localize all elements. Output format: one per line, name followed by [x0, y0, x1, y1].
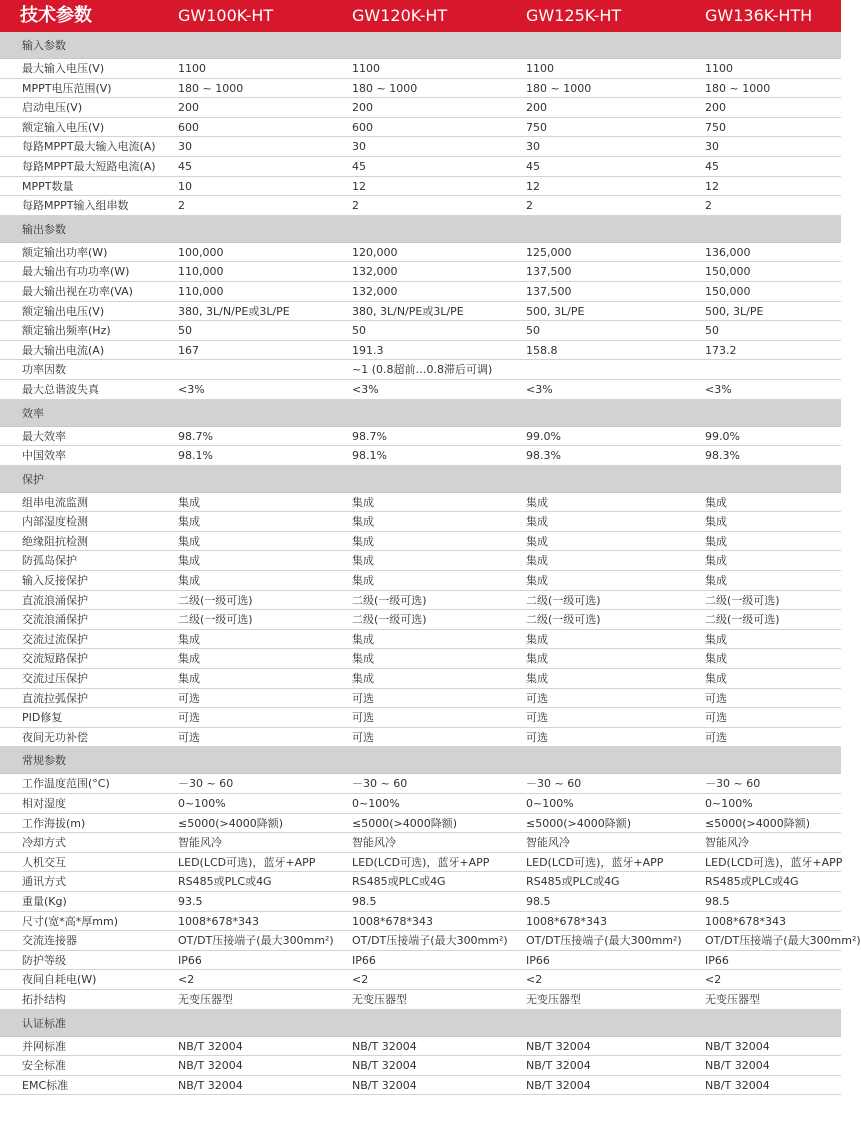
table-row [0, 282, 841, 302]
row-label: 最大输出有功功率(W) [22, 265, 130, 279]
value-cell: 200 [705, 101, 726, 115]
value-cell: 30 [705, 140, 719, 154]
value-cell: 集成 [178, 652, 200, 666]
table-row [0, 571, 841, 591]
value-cell: 可选 [352, 691, 374, 705]
value-cell: 1008*678*343 [352, 914, 433, 928]
value-cell: <3% [526, 382, 553, 396]
model-column-header: GW100K-HT [178, 6, 274, 25]
value-cell: 集成 [352, 632, 374, 646]
value-cell: 750 [705, 120, 726, 134]
value-cell: 智能风冷 [705, 836, 749, 850]
value-cell: <2 [178, 973, 195, 987]
table-row [0, 118, 841, 138]
value-cell: 集成 [178, 495, 200, 509]
value-cell: 可选 [178, 730, 200, 744]
value-cell: 98.3% [705, 449, 740, 463]
value-cell: OT/DT压接端子(最大300mm²) [705, 934, 861, 948]
value-cell: 集成 [178, 534, 200, 548]
value-cell: IP66 [178, 953, 202, 967]
table-row [0, 321, 841, 341]
section-header: 认证标准 [0, 1010, 841, 1037]
table-row [0, 532, 841, 552]
table-row [0, 360, 841, 380]
row-label: 启动电压(V) [22, 101, 83, 115]
value-cell: 600 [178, 120, 199, 134]
value-cell: NB/T 32004 [352, 1039, 417, 1053]
value-cell: LED(LCD可选)，蓝牙+APP [178, 855, 316, 869]
value-cell: IP66 [352, 953, 376, 967]
value-cell: 0~100% [526, 797, 574, 810]
value-cell: <3% [352, 382, 379, 396]
merged-value-cell: ~1 (0.8超前…0.8滞后可调) [352, 363, 493, 377]
value-cell: NB/T 32004 [526, 1059, 591, 1073]
model-column-header: GW125K-HT [526, 6, 622, 25]
value-cell: 集成 [352, 554, 374, 568]
value-cell: 45 [705, 159, 719, 173]
value-cell: 集成 [178, 515, 200, 529]
value-cell: 125,000 [526, 245, 572, 259]
value-cell: 93.5 [178, 894, 203, 908]
value-cell: 无变压器型 [352, 992, 407, 1006]
value-cell: LED(LCD可选)，蓝牙+APP [705, 855, 843, 869]
table-row [0, 591, 841, 611]
value-cell: 集成 [178, 574, 200, 588]
value-cell: <2 [526, 973, 543, 987]
value-cell: NB/T 32004 [352, 1059, 417, 1073]
value-cell: 集成 [526, 632, 548, 646]
value-cell: NB/T 32004 [705, 1059, 770, 1073]
value-cell: 集成 [352, 534, 374, 548]
value-cell: 可选 [352, 730, 374, 744]
value-cell: 二级(一级可选) [178, 613, 253, 627]
value-cell: 集成 [705, 574, 727, 588]
value-cell: 98.1% [352, 449, 387, 463]
value-cell: 173.2 [705, 343, 737, 357]
table-row [0, 137, 841, 157]
value-cell: 智能风冷 [526, 836, 570, 850]
table-row [0, 833, 841, 853]
value-cell: 无变压器型 [526, 992, 581, 1006]
row-label: 夜间自耗电(W) [22, 973, 97, 987]
value-cell: RS485或PLC或4G [178, 875, 272, 889]
value-cell: 可选 [705, 730, 727, 744]
model-column-header: GW136K-HTH [705, 6, 813, 25]
value-cell: －30 ~ 60 [178, 777, 234, 791]
value-cell: －30 ~ 60 [526, 777, 582, 791]
value-cell: 137,500 [526, 284, 572, 298]
row-label: 交流过流保护 [22, 632, 88, 646]
table-row [0, 512, 841, 532]
row-label: 额定输入电压(V) [22, 120, 105, 134]
value-cell: 380, 3L/N/PE或3L/PE [352, 304, 464, 318]
value-cell: 2 [352, 199, 359, 213]
table-row [0, 1037, 841, 1057]
row-label: 直流拉弧保护 [22, 691, 88, 705]
row-label: 交流连接器 [22, 934, 77, 948]
value-cell: 600 [352, 120, 373, 134]
value-cell: 可选 [352, 711, 374, 725]
row-label: 额定输出电压(V) [22, 304, 105, 318]
value-cell: 132,000 [352, 265, 398, 279]
section-header: 保护 [0, 466, 841, 493]
row-label: 每路MPPT最大短路电流(A) [22, 159, 156, 173]
value-cell: 集成 [526, 515, 548, 529]
value-cell: 98.3% [526, 449, 561, 463]
row-label: 绝缘阻抗检测 [22, 534, 88, 548]
value-cell: 1100 [526, 62, 554, 75]
table-row [0, 814, 841, 834]
value-cell: ≤5000(>4000降额) [178, 816, 284, 830]
value-cell: ≤5000(>4000降额) [526, 816, 632, 830]
value-cell: 集成 [178, 632, 200, 646]
section-header: 常规参数 [0, 747, 841, 774]
value-cell: 110,000 [178, 284, 224, 298]
table-row [0, 853, 841, 873]
value-cell: OT/DT压接端子(最大300mm²) [178, 934, 334, 948]
value-cell: 500, 3L/PE [705, 304, 764, 318]
row-label: 并网标准 [22, 1039, 66, 1053]
value-cell: 45 [352, 159, 366, 173]
row-label: 相对湿度 [22, 797, 66, 810]
value-cell: 2 [705, 199, 712, 213]
page-title: 技术参数 [20, 5, 92, 26]
table-row [0, 872, 841, 892]
value-cell: <3% [705, 382, 732, 396]
value-cell: 集成 [352, 652, 374, 666]
value-cell: 二级(一级可选) [526, 613, 601, 627]
value-cell: 1100 [352, 62, 380, 75]
value-cell: 二级(一级可选) [526, 593, 601, 607]
row-label: 人机交互 [22, 855, 66, 869]
value-cell: 45 [526, 159, 540, 173]
row-label: 工作温度范围(°C) [22, 777, 110, 791]
value-cell: 98.5 [352, 894, 377, 908]
value-cell: 集成 [352, 672, 374, 686]
value-cell: <2 [352, 973, 369, 987]
value-cell: 0~100% [352, 797, 400, 810]
value-cell: －30 ~ 60 [352, 777, 408, 791]
table-row [0, 243, 841, 263]
value-cell: 集成 [705, 515, 727, 529]
value-cell: 可选 [526, 691, 548, 705]
row-label: PID修复 [22, 711, 63, 725]
value-cell: 110,000 [178, 265, 224, 279]
value-cell: 2 [178, 199, 185, 213]
value-cell: 集成 [705, 554, 727, 568]
row-label: 额定输出频率(Hz) [22, 324, 111, 338]
row-label: 尺寸(宽*高*厚mm) [22, 914, 119, 928]
value-cell: IP66 [526, 953, 550, 967]
row-label: 最大输出电流(A) [22, 343, 105, 357]
table-header [0, 0, 841, 32]
value-cell: 150,000 [705, 284, 751, 298]
value-cell: 191.3 [352, 343, 384, 357]
value-cell: 集成 [178, 672, 200, 686]
row-label: EMC标准 [22, 1078, 69, 1092]
value-cell: <3% [178, 382, 205, 396]
row-label: 冷却方式 [22, 836, 66, 850]
value-cell: 集成 [705, 632, 727, 646]
value-cell: 集成 [705, 672, 727, 686]
row-label: 交流短路保护 [22, 652, 88, 666]
value-cell: <2 [705, 973, 722, 987]
table-row [0, 970, 841, 990]
table-row [0, 630, 841, 650]
value-cell: 1008*678*343 [178, 914, 259, 928]
row-label: 每路MPPT输入组串数 [22, 199, 129, 213]
value-cell: RS485或PLC或4G [352, 875, 446, 889]
table-row [0, 341, 841, 361]
table-row [0, 262, 841, 282]
value-cell: LED(LCD可选)，蓝牙+APP [526, 855, 664, 869]
table-row [0, 669, 841, 689]
value-cell: 1100 [705, 62, 733, 75]
value-cell: 45 [178, 159, 192, 173]
value-cell: 1008*678*343 [526, 914, 607, 928]
value-cell: 可选 [526, 711, 548, 725]
value-cell: 12 [526, 179, 540, 193]
value-cell: 集成 [705, 534, 727, 548]
value-cell: ≤5000(>4000降额) [705, 816, 811, 830]
value-cell: 可选 [178, 711, 200, 725]
table-row [0, 931, 861, 951]
table-row [0, 1076, 841, 1096]
table-row [0, 794, 841, 814]
value-cell: 167 [178, 343, 199, 357]
value-cell: 12 [705, 179, 719, 193]
value-cell: LED(LCD可选)，蓝牙+APP [352, 855, 490, 869]
value-cell: 98.7% [178, 429, 213, 443]
value-cell: 集成 [526, 495, 548, 509]
value-cell: 180 ~ 1000 [178, 81, 244, 95]
value-cell: 集成 [705, 495, 727, 509]
section-header: 输出参数 [0, 216, 841, 243]
value-cell: NB/T 32004 [352, 1078, 417, 1092]
value-cell: 二级(一级可选) [705, 613, 780, 627]
row-label: 最大输出视在功率(VA) [22, 284, 133, 298]
value-cell: 集成 [352, 574, 374, 588]
value-cell: 158.8 [526, 343, 558, 357]
value-cell: 99.0% [705, 429, 740, 443]
row-label: 输入反接保护 [22, 574, 88, 588]
row-label: 交流浪涌保护 [22, 613, 88, 627]
row-label: 最大总谐波失真 [22, 382, 99, 396]
value-cell: 180 ~ 1000 [705, 81, 771, 95]
value-cell: 50 [178, 324, 192, 338]
value-cell: 98.7% [352, 429, 387, 443]
row-label: 安全标准 [22, 1059, 66, 1073]
row-label: 交流过压保护 [22, 672, 88, 686]
value-cell: 二级(一级可选) [352, 593, 427, 607]
value-cell: －30 ~ 60 [705, 777, 761, 791]
row-label: 组串电流监测 [22, 495, 88, 509]
value-cell: 132,000 [352, 284, 398, 298]
table-row [0, 1056, 841, 1076]
value-cell: 集成 [526, 534, 548, 548]
value-cell: 0~100% [178, 797, 226, 810]
table-row [0, 610, 841, 630]
value-cell: 2 [526, 199, 533, 213]
value-cell: 180 ~ 1000 [526, 81, 592, 95]
value-cell: 可选 [178, 691, 200, 705]
value-cell: 10 [178, 179, 192, 193]
value-cell: ≤5000(>4000降额) [352, 816, 458, 830]
table-row [0, 302, 841, 322]
value-cell: NB/T 32004 [178, 1078, 243, 1092]
row-label: 拓扑结构 [22, 992, 66, 1006]
table-row [0, 446, 841, 466]
value-cell: 200 [352, 101, 373, 115]
table-row [0, 774, 841, 794]
spec-table [0, 32, 861, 1095]
row-label: 防孤岛保护 [22, 554, 77, 568]
value-cell: 12 [352, 179, 366, 193]
value-cell: IP66 [705, 953, 729, 967]
value-cell: OT/DT压接端子(最大300mm²) [352, 934, 508, 948]
value-cell: 1008*678*343 [705, 914, 786, 928]
table-row [0, 98, 841, 118]
table-row [0, 59, 841, 79]
value-cell: NB/T 32004 [178, 1039, 243, 1053]
row-label: 最大输入电压(V) [22, 62, 105, 75]
row-label: 内部湿度检测 [22, 515, 88, 529]
value-cell: 98.5 [705, 894, 730, 908]
value-cell: 0~100% [705, 797, 753, 810]
row-label: 重量(Kg) [22, 894, 67, 908]
row-label: 每路MPPT最大输入电流(A) [22, 140, 156, 154]
value-cell: 750 [526, 120, 547, 134]
value-cell: 120,000 [352, 245, 398, 259]
row-label: 直流浪涌保护 [22, 593, 88, 607]
row-label: 通讯方式 [22, 875, 66, 889]
value-cell: 30 [526, 140, 540, 154]
value-cell: 30 [352, 140, 366, 154]
row-label: MPPT数量 [22, 179, 74, 193]
row-label: 工作海拔(m) [22, 816, 86, 830]
value-cell: 136,000 [705, 245, 751, 259]
section-header: 输入参数 [0, 32, 841, 59]
table-row [0, 551, 841, 571]
value-cell: OT/DT压接端子(最大300mm²) [526, 934, 682, 948]
value-cell: 30 [178, 140, 192, 154]
value-cell: 无变压器型 [178, 992, 233, 1006]
value-cell: 集成 [705, 652, 727, 666]
value-cell: 集成 [526, 652, 548, 666]
value-cell: 500, 3L/PE [526, 304, 585, 318]
table-row [0, 649, 841, 669]
value-cell: NB/T 32004 [526, 1078, 591, 1092]
value-cell: 无变压器型 [705, 992, 760, 1006]
table-row [0, 380, 841, 400]
value-cell: 智能风冷 [352, 836, 396, 850]
value-cell: 集成 [526, 574, 548, 588]
value-cell: NB/T 32004 [526, 1039, 591, 1053]
value-cell: 1100 [178, 62, 206, 75]
table-row [0, 427, 841, 447]
value-cell: 智能风冷 [178, 836, 222, 850]
row-label: 防护等级 [22, 953, 66, 967]
value-cell: 可选 [705, 711, 727, 725]
row-label: 最大效率 [22, 429, 66, 443]
table-row [0, 493, 841, 513]
row-label: MPPT电压范围(V) [22, 81, 112, 95]
value-cell: 99.0% [526, 429, 561, 443]
value-cell: NB/T 32004 [705, 1078, 770, 1092]
value-cell: 200 [178, 101, 199, 115]
table-row [0, 689, 841, 709]
table-row [0, 892, 841, 912]
value-cell: 50 [705, 324, 719, 338]
table-row [0, 196, 841, 216]
table-row [0, 912, 841, 932]
value-cell: 二级(一级可选) [705, 593, 780, 607]
value-cell: 200 [526, 101, 547, 115]
value-cell: 98.5 [526, 894, 551, 908]
row-label: 功率因数 [22, 363, 66, 377]
value-cell: 100,000 [178, 245, 224, 259]
value-cell: 可选 [705, 691, 727, 705]
value-cell: NB/T 32004 [705, 1039, 770, 1053]
value-cell: 137,500 [526, 265, 572, 279]
row-label: 中国效率 [22, 449, 66, 463]
table-row [0, 990, 841, 1010]
table-row [0, 951, 841, 971]
table-row [0, 708, 841, 728]
table-row [0, 728, 841, 748]
value-cell: 可选 [526, 730, 548, 744]
table-row [0, 177, 841, 197]
value-cell: 二级(一级可选) [352, 613, 427, 627]
value-cell: 集成 [352, 495, 374, 509]
value-cell: RS485或PLC或4G [526, 875, 620, 889]
value-cell: 集成 [178, 554, 200, 568]
value-cell: 集成 [526, 554, 548, 568]
value-cell: 50 [526, 324, 540, 338]
value-cell: NB/T 32004 [178, 1059, 243, 1073]
value-cell: 150,000 [705, 265, 751, 279]
row-label: 额定输出功率(W) [22, 245, 108, 259]
value-cell: 380, 3L/N/PE或3L/PE [178, 304, 290, 318]
value-cell: 50 [352, 324, 366, 338]
value-cell: 98.1% [178, 449, 213, 463]
row-label: 夜间无功补偿 [22, 730, 88, 744]
section-header: 效率 [0, 400, 841, 427]
table-row [0, 79, 841, 99]
value-cell: 集成 [352, 515, 374, 529]
value-cell: 二级(一级可选) [178, 593, 253, 607]
value-cell: RS485或PLC或4G [705, 875, 799, 889]
value-cell: 180 ~ 1000 [352, 81, 418, 95]
table-row [0, 157, 841, 177]
model-column-header: GW120K-HT [352, 6, 448, 25]
value-cell: 集成 [526, 672, 548, 686]
